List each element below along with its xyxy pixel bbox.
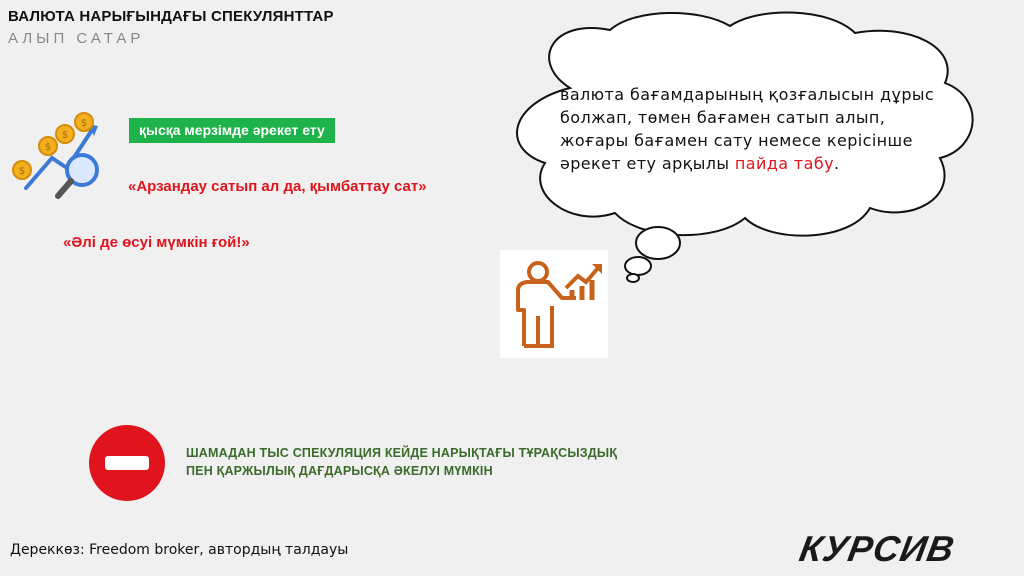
quote-buy-low-sell-high: «Арзандау сатып ал да, қымбаттау сат» — [128, 178, 427, 195]
svg-text:$: $ — [44, 142, 52, 153]
stop-icon — [88, 424, 166, 502]
person-growth-icon — [500, 250, 608, 358]
svg-text:$: $ — [18, 166, 26, 177]
cloud-text-end: . — [833, 154, 840, 173]
source-note: Дереккөз: Freedom broker, автордың талдауы — [10, 542, 349, 558]
svg-text:$: $ — [61, 130, 69, 141]
coins-growth-icon — [12, 108, 112, 203]
warning-text: ШАМАДАН ТЫС СПЕКУЛЯЦИЯ КЕЙДЕ НАРЫҚТАҒЫ ТҰРАҚСЫЗДЫҚ ПЕН ҚАРЖЫЛЫҚ ДАҒДАРЫСҚА ӘКЕЛУІ МҮМКІН — [186, 446, 618, 478]
short-term-tag: қысқа мерзімде әрекет ету — [129, 118, 335, 143]
svg-text:$: $ — [80, 118, 88, 129]
page-title: ВАЛЮТА НАРЫҒЫНДАҒЫ СПЕКУЛЯНТТАР — [8, 8, 334, 25]
person-chart-tile — [500, 250, 608, 358]
cloud-text-main: валюта бағамдарының қозғалысын дұрыс болжап, төмен бағамен сатып алып, жоғары бағамен сату немесе керісінше әрекет ету арқылы — [560, 85, 935, 173]
cloud-text — [560, 83, 950, 175]
quote-may-still-grow: «Әлі де өсуі мүмкін ғой!» — [63, 234, 250, 251]
kursiv-logo: КУРСИВ — [796, 528, 959, 569]
cloud-text-highlight: пайда табу — [734, 154, 834, 173]
page-subtitle: АЛЫП САТАР — [8, 30, 145, 47]
